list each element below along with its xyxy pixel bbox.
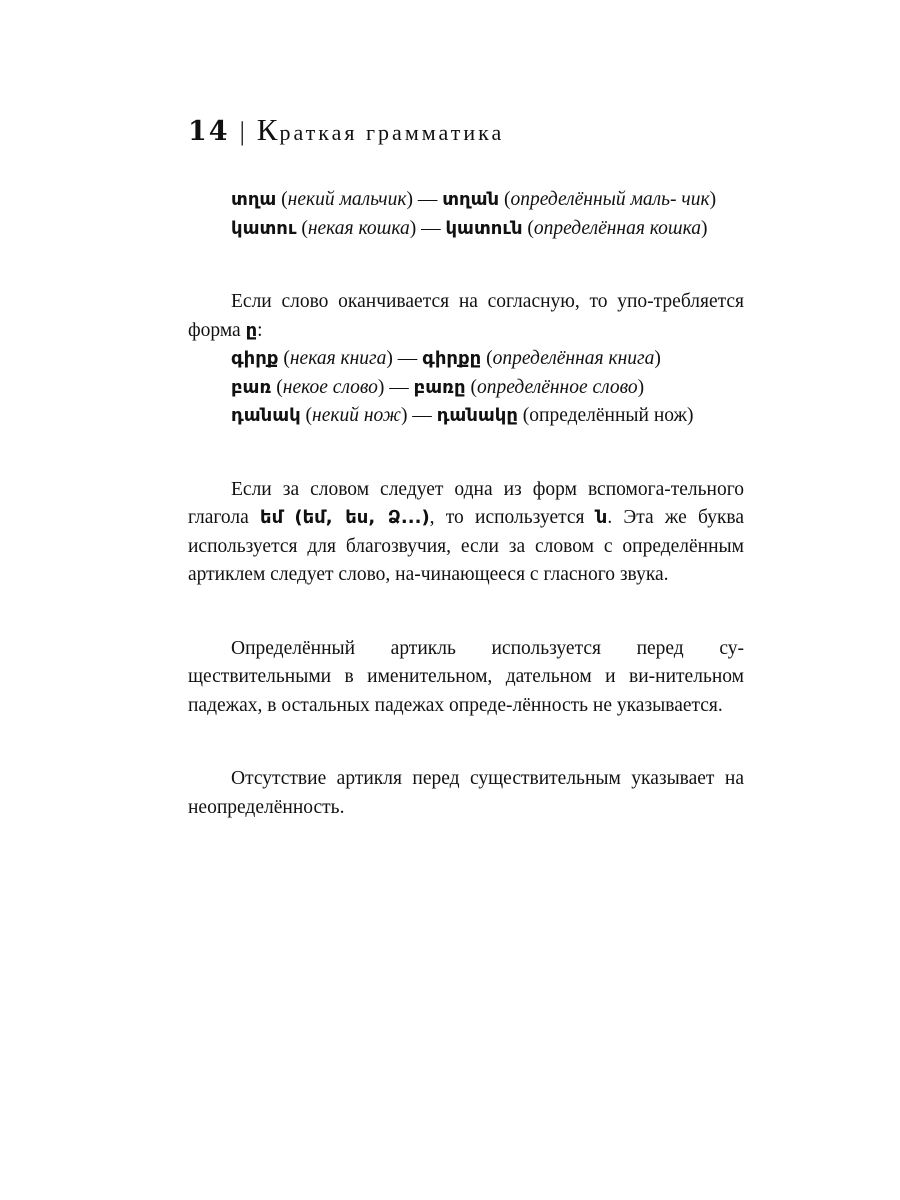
paragraph-text: Если за словом следует одна из форм вспомога-тельного глагола	[188, 478, 744, 528]
armenian-word: գիրք	[231, 348, 279, 369]
gloss: некий мальчик	[287, 189, 407, 210]
paragraph-auxiliary	[188, 476, 744, 590]
gloss: определённая книга	[492, 348, 655, 369]
example-line: գիրք (некая книга) — գիրքը (определённая книга)	[231, 348, 661, 369]
gloss: некий нож	[312, 405, 401, 426]
armenian-word: կատուն	[445, 217, 523, 239]
gloss: определённая	[533, 217, 645, 239]
example-line: տղա (некий мальчик) — տղան (определённый маль- чик)	[231, 189, 717, 210]
paragraph-absence: Отсутствие артикля перед существительным указывает на неопределённость.	[188, 768, 744, 818]
paragraph-text: Если слово оканчивается на согласную, то упо-требляется форма	[188, 291, 744, 341]
text-body	[188, 186, 744, 822]
gloss: некая кошка	[307, 217, 410, 239]
example-line: կատու (некая кошка) — կատուն (определённая кошка)	[231, 217, 708, 239]
paragraph-consonant	[188, 288, 744, 345]
armenian-letter: ն	[595, 507, 608, 528]
gloss: некое слово	[282, 376, 378, 398]
armenian-verb-forms: եմ, ես, Ձ...	[302, 507, 422, 528]
running-header	[188, 112, 504, 148]
armenian-word: կատու	[231, 217, 297, 239]
paragraph-text: . Эта же буква используется для благозвучия, если за словом с определённым артиклем следует слово, на-чинающееся с гласного звука.	[188, 507, 745, 585]
header-title: раткая грамматика	[279, 120, 505, 145]
armenian-word: դանակ	[231, 405, 301, 426]
armenian-verb: եմ	[260, 507, 284, 528]
armenian-word: տղա	[231, 189, 277, 210]
gloss: определённый	[529, 405, 649, 426]
armenian-word: գիրքը	[422, 348, 482, 369]
example-line: բառ (некое слово) — բառը (определённое слово)	[231, 376, 645, 398]
dash: —	[417, 189, 438, 210]
armenian-suffix: ը	[245, 319, 258, 341]
armenian-word: դանակը	[436, 405, 518, 426]
example-line: դանակ (некий нож) — դանակը (определённый нож)	[231, 405, 694, 426]
paren: )	[421, 507, 430, 528]
gloss: некая книга	[289, 348, 387, 369]
paren: (	[294, 507, 303, 528]
dash: —	[421, 217, 441, 239]
header-title-initial: К	[256, 112, 280, 147]
header-separator: |	[239, 117, 247, 146]
gloss-continuation: нож	[653, 405, 688, 426]
colon: :	[257, 319, 263, 341]
gloss: определённый маль-	[510, 189, 677, 210]
gloss-continuation: кошка	[649, 217, 702, 239]
armenian-word: բառ	[231, 376, 272, 398]
paragraph-cases: Определённый артикль используется перед су-ществительными в именительном, дательном и ви-нительном падежах, в остальных падежах опреде-лённость не указывается.	[188, 637, 744, 716]
gloss-continuation: чик	[681, 189, 710, 210]
page-number: 14	[188, 116, 230, 147]
armenian-word: տղան	[442, 189, 500, 210]
gloss: определённое слово	[477, 376, 638, 398]
paragraph-text: , то используется	[429, 507, 585, 528]
armenian-word: բառը	[413, 376, 466, 398]
